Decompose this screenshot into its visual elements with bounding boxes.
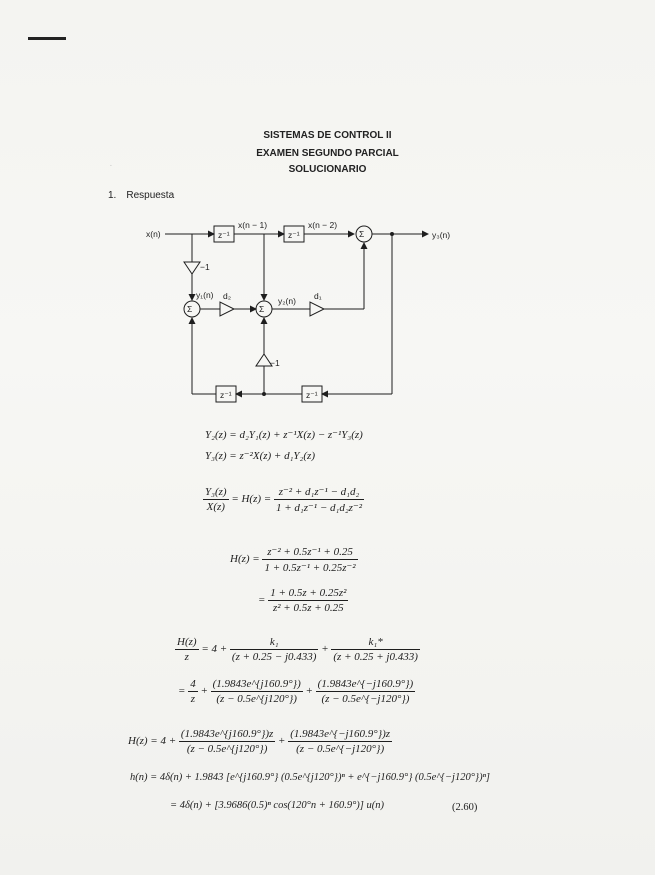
fraction: $\frac{H(z)}{z}$: [177, 636, 197, 663]
equation-number: (2.60): [452, 802, 478, 813]
label-minus-one-middle: −1: [270, 358, 280, 368]
equation-transfer-positive-powers: = $\frac{\text{1 + 0.5z + 0.25z²}}{\text{z² + 0.5z + 0.25}}$: [258, 587, 347, 614]
label-y3: y₃(n): [432, 230, 451, 240]
label-zinv-3: z⁻¹: [306, 390, 318, 400]
label-y2: y₂(n): [278, 296, 296, 306]
label-zinv-4: z⁻¹: [220, 390, 232, 400]
label-zinv-2: z⁻¹: [288, 230, 300, 240]
gain-d2: [220, 302, 234, 316]
equation-y2: Y₂(z) = d₂Y₁(z) + z⁻¹X(z) − z⁻¹Y₃(z): [205, 429, 363, 441]
fraction: $\frac{(1.9843e\^{}\{-j160.9^\circ\})z}{(z - 0.5e\^{}\{-j120^\circ\})}$: [290, 728, 391, 755]
equation-y3: Y₃(z) = z⁻²X(z) + d₁Y₂(z): [205, 450, 315, 462]
equation-h-of-n-cosine: = 4δ(n) + [3.9686(0.5)ⁿ cos(120°n + 160.9°)] u(n): [170, 800, 384, 811]
fraction: $\frac{(1.9843e\^{}\{j160.9^\circ\})z}{(z - 0.5e\^{}\{j120^\circ\})}$: [180, 728, 274, 755]
equation-transfer-general: $\frac{\text{Y₃(z)}}{X(z)}$ = H(z) = $\frac{\text{z⁻² + d₁z⁻¹ − d₁d₂}}{\text{1 + d₁z⁻¹ − d₁d₂z⁻²}}$: [205, 486, 363, 514]
bleed-through: .: [110, 158, 113, 168]
equation-h-of-z: H(z) = 4 + $\frac{(1.9843e\^{}\{j160.9^\circ\})z}{(z - 0.5e\^{}\{j120^\circ\})}$ + $\frac{(1.9843e\^{}\{-j160.9^\circ\})z}{(z - 0.5e\^{}\{-j120^\circ\})}$: [128, 728, 391, 755]
header-line-1: SISTEMAS DE CONTROL II: [263, 130, 392, 141]
label-zinv-1: z⁻¹: [218, 230, 230, 240]
equation-partial-fractions-polar: = $\frac{4}{z}$ + $\frac{(1.9843e\^{}\{j160.9^\circ\})}{(z - 0.5e\^{}\{j120^\circ\})}$ + $\frac{(1.9843e\^{}\{-j160.9^\circ\})}{(z - 0.5e\^{}\{-j120^\circ\})}$: [178, 678, 414, 705]
fraction: $\frac{\text{z⁻² + 0.5z⁻¹ + 0.25}}{\text{1 + 0.5z⁻¹ + 0.25z⁻²}}$: [264, 546, 356, 574]
header-line-2: EXAMEN SEGUNDO PARCIAL: [256, 148, 399, 159]
fraction: $\frac{(1.9843e\^{}\{-j160.9^\circ\})}{(z - 0.5e\^{}\{-j120^\circ\})}$: [317, 678, 414, 705]
fraction: $\frac{\text{z⁻² + d₁z⁻¹ − d₁d₂}}{\text{1 + d₁z⁻¹ − d₁d₂z⁻²}}$: [275, 486, 363, 514]
equation-h-of-n: h(n) = 4δ(n) + 1.9843 [e^{j160.9°} (0.5e^{j120°})ⁿ + e^{−j160.9°} (0.5e^{−j120°})ⁿ]: [130, 772, 490, 783]
label-d1: d₁: [314, 291, 322, 301]
fraction: $\frac{\text{1 + 0.5z + 0.25z²}}{\text{z² + 0.5z + 0.25}}$: [270, 587, 347, 614]
equation-transfer-numeric: H(z) = $\frac{\text{z⁻² + 0.5z⁻¹ + 0.25}}{\text{1 + 0.5z⁻¹ + 0.25z⁻²}}$: [230, 546, 356, 574]
fraction: $\frac{\text{Y₃(z)}}{X(z)}$: [205, 486, 227, 513]
fraction: $\frac{(1.9843e\^{}\{j160.9^\circ\})}{(z - 0.5e\^{}\{j120^\circ\})}$: [212, 678, 301, 705]
label-sigma-top: Σ: [359, 229, 365, 239]
fraction: $\frac{\text{k₁*}}{(z + 0.25 + j0.433)}$: [333, 636, 418, 663]
item-label: Respuesta: [126, 190, 175, 201]
equation-partial-fractions: $\frac{H(z)}{z}$ = 4 + $\frac{\text{k₁}}{(z + 0.25 - j0.433)}$ + $\frac{\text{k₁*}}{(z + 0.25 + j0.433)}$: [177, 636, 418, 663]
header-line-3: SOLUCIONARIO: [288, 164, 367, 175]
fraction: $\frac{\text{k₁}}{(z + 0.25 - j0.433)}$: [231, 636, 317, 663]
gain-d1: [310, 302, 324, 316]
label-d2: d₂: [223, 291, 232, 301]
label-sigma-middle: Σ: [259, 304, 265, 314]
label-y1: y₁(n): [196, 290, 214, 300]
label-xn: x(n): [146, 229, 161, 239]
fraction: $\frac{4}{z}$: [190, 678, 196, 705]
item-number: 1.: [108, 190, 117, 201]
label-xn1: x(n − 1): [238, 220, 268, 230]
label-minus-one-left: −1: [200, 262, 210, 272]
label-xn2: x(n − 2): [308, 220, 338, 230]
label-sigma-left: Σ: [187, 304, 193, 314]
gain-minus-one-left: [184, 262, 200, 274]
